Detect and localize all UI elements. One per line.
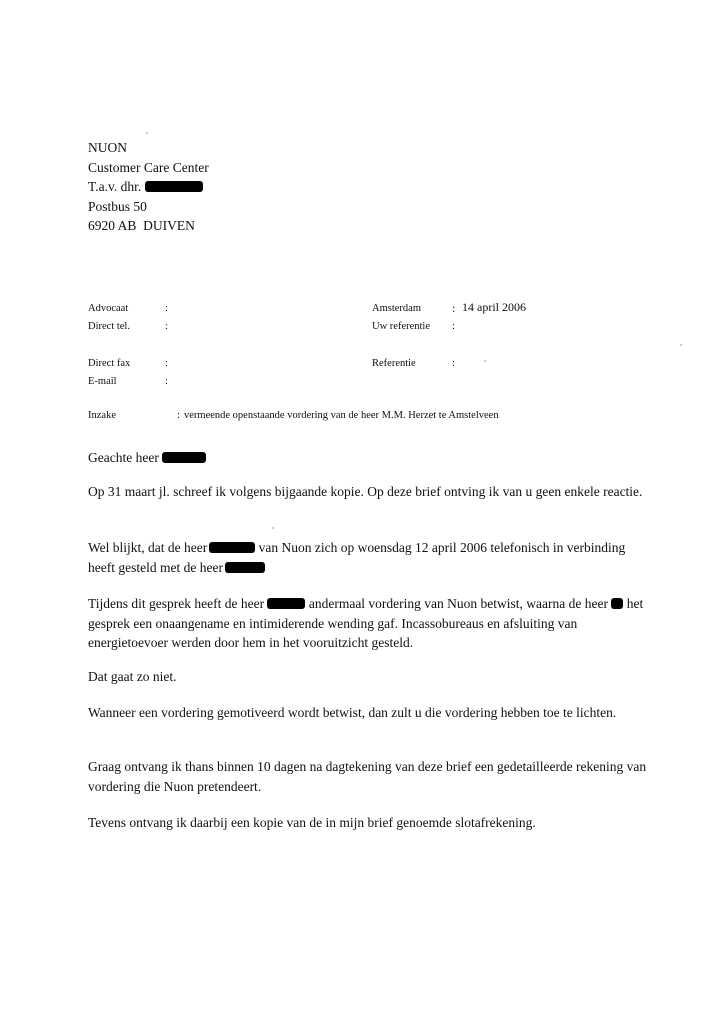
paragraph-3-part-b: andermaal vordering van Nuon betwist, waarna de heer [308, 596, 608, 611]
scan-speck [680, 344, 682, 346]
subject-text: vermeende openstaande vordering van de heer M.M. Herzet te Amstelveen [184, 410, 499, 421]
recipient-name: NUON [88, 140, 127, 155]
uw-referentie-colon: : [452, 321, 455, 332]
scan-speck [146, 132, 148, 134]
paragraph-6: Graag ontvang ik thans binnen 10 dagen na dagtekening van deze brief een gedetailleerde rekening van vordering die Nuon pretendeert. [88, 759, 647, 794]
paragraph-3 [88, 594, 648, 653]
recipient-department: Customer Care Center [88, 159, 209, 175]
advocaat-label: Advocaat [88, 303, 129, 314]
salutation [88, 448, 648, 468]
redaction-bar [225, 562, 265, 573]
paragraph-1: Op 31 maart jl. schreef ik volgens bijgaande kopie. Op deze brief ontving ik van u geen enkele reactie. [88, 484, 643, 499]
redaction-bar [145, 181, 203, 192]
paragraph-7: Tevens ontvang ik daarbij een kopie van de in mijn brief genoemde slotafrekening. [88, 815, 536, 830]
paragraph-3-part-a: Tijdens dit gesprek heeft de heer [88, 596, 265, 611]
paragraph-2-part-a: Wel blijkt, dat de heer [88, 540, 208, 555]
place-label: Amsterdam [372, 303, 421, 314]
paragraph-2 [88, 538, 648, 577]
direct-tel-label: Direct tel. [88, 321, 130, 332]
uw-referentie-label: Uw referentie [372, 321, 431, 332]
date-colon: : [452, 301, 456, 315]
redaction-bar [162, 452, 206, 463]
redaction-bar [611, 598, 623, 609]
subject-colon: : [177, 410, 180, 421]
recipient-postbus: Postbus 50 [88, 198, 147, 214]
letter-date: 14 april 2006 [462, 300, 526, 314]
scan-speck [484, 360, 486, 362]
paragraph-2-part-b: van Nuon zich op woensdag 12 april 2006 telefonisch in verbinding heeft gesteld met de heer [88, 540, 626, 575]
direct-tel-colon: : [165, 321, 168, 332]
email-colon: : [165, 376, 168, 387]
recipient-attn-line [88, 177, 209, 197]
referentie-label: Referentie [372, 358, 416, 369]
scan-speck [272, 527, 274, 529]
paragraph-5: Wanneer een vordering gemotiveerd wordt betwist, dan zult u die vordering hebben toe te lichten. [88, 705, 617, 720]
salutation-text: Geachte heer [88, 450, 159, 465]
direct-fax-colon: : [165, 358, 168, 369]
subject-line [88, 410, 499, 421]
redaction-bar [209, 542, 255, 553]
subject-label: Inzake [88, 410, 116, 421]
email-label: E-mail [88, 376, 117, 387]
direct-fax-label: Direct fax [88, 358, 131, 369]
recipient-address [88, 138, 209, 236]
paragraph-4: Dat gaat zo niet. [88, 669, 177, 684]
referentie-colon: : [452, 358, 455, 369]
redaction-bar [267, 598, 305, 609]
paragraph-3-part-c: het gesprek een onaangename en intimiderende wending gaf. Incassobureaus en afsluiting van energietoevoer werden door hem in het vooruitzicht gesteld. [88, 596, 644, 650]
advocaat-colon: : [165, 303, 168, 314]
recipient-attn: T.a.v. dhr. [88, 179, 142, 194]
recipient-city: 6920 AB DUIVEN [88, 218, 195, 233]
